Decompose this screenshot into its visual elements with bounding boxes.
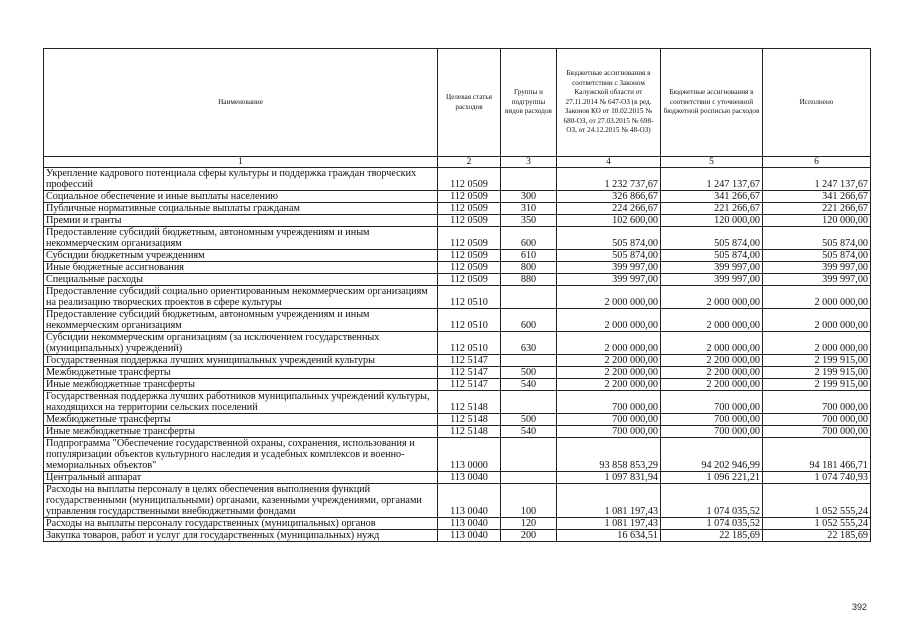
row-name: Укрепление кадрового потенциала сферы культуры и поддержка граждан творческих профессий: [44, 168, 438, 191]
row-code: 112 0509: [438, 168, 501, 191]
row-group: 300: [501, 191, 557, 203]
row-executed-amount: 94 181 466,71: [763, 438, 871, 472]
row-executed-amount: 399 997,00: [763, 274, 871, 286]
row-code: 112 0509: [438, 215, 501, 227]
header-executed: Исполнено: [763, 49, 871, 157]
table-row: [44, 309, 871, 332]
row-name: Предоставление субсидий социально ориентированным некоммерческим организациям на реализацию творческих проектов в сфере культуры: [44, 286, 438, 309]
row-group: 600: [501, 227, 557, 250]
row-code: 113 0000: [438, 438, 501, 472]
row-group: 100: [501, 484, 557, 518]
row-law-amount: 326 866,67: [557, 191, 661, 203]
table-row: [44, 355, 871, 367]
column-number: 6: [763, 157, 871, 168]
header-row: [44, 49, 871, 157]
column-number: 2: [438, 157, 501, 168]
table-row: [44, 274, 871, 286]
row-law-amount: 2 000 000,00: [557, 332, 661, 355]
row-law-amount: 700 000,00: [557, 426, 661, 438]
row-name: Публичные нормативные социальные выплаты гражданам: [44, 203, 438, 215]
row-name: Межбюджетные трансферты: [44, 367, 438, 379]
row-law-amount: 505 874,00: [557, 227, 661, 250]
header-group: Группы и подгруппы видов расходов: [501, 49, 557, 157]
table-row: [44, 472, 871, 484]
row-group: 310: [501, 203, 557, 215]
row-code: 112 0509: [438, 227, 501, 250]
row-code: 112 5148: [438, 414, 501, 426]
table-row: [44, 391, 871, 414]
row-law-amount: 2 200 000,00: [557, 379, 661, 391]
row-law-amount: 1 081 197,43: [557, 518, 661, 530]
row-law-amount: 2 200 000,00: [557, 355, 661, 367]
row-refined-amount: 700 000,00: [661, 391, 763, 414]
column-number-row: [44, 157, 871, 168]
row-code: 112 5147: [438, 367, 501, 379]
row-refined-amount: 2 200 000,00: [661, 355, 763, 367]
row-group: 800: [501, 262, 557, 274]
row-code: 112 5148: [438, 391, 501, 414]
row-code: 112 0510: [438, 286, 501, 309]
row-refined-amount: 120 000,00: [661, 215, 763, 227]
row-code: 113 0040: [438, 518, 501, 530]
row-law-amount: 16 634,51: [557, 530, 661, 542]
row-name: Предоставление субсидий бюджетным, автономным учреждениям и иным некоммерческим организациям: [44, 309, 438, 332]
row-law-amount: 102 600,00: [557, 215, 661, 227]
row-name: Иные бюджетные ассигнования: [44, 262, 438, 274]
row-code: 113 0040: [438, 484, 501, 518]
row-name: Субсидии некоммерческим организациям (за исключением государственных (муниципальных) учреждений): [44, 332, 438, 355]
row-executed-amount: 2 199 915,00: [763, 379, 871, 391]
row-code: 112 5148: [438, 426, 501, 438]
row-executed-amount: 22 185,69: [763, 530, 871, 542]
row-group: 200: [501, 530, 557, 542]
header-code: Целевая статья расходов: [438, 49, 501, 157]
row-group: [501, 168, 557, 191]
row-executed-amount: 2 000 000,00: [763, 286, 871, 309]
row-law-amount: 700 000,00: [557, 414, 661, 426]
row-executed-amount: 2 000 000,00: [763, 332, 871, 355]
row-executed-amount: 120 000,00: [763, 215, 871, 227]
row-group: [501, 391, 557, 414]
row-name: Иные межбюджетные трансферты: [44, 379, 438, 391]
row-name: Центральный аппарат: [44, 472, 438, 484]
row-group: 600: [501, 309, 557, 332]
row-group: 630: [501, 332, 557, 355]
row-group: 540: [501, 426, 557, 438]
table-body: [44, 168, 871, 542]
row-law-amount: 1 097 831,94: [557, 472, 661, 484]
table-row: [44, 262, 871, 274]
table-row: [44, 530, 871, 542]
row-group: [501, 286, 557, 309]
row-name: Закупка товаров, работ и услуг для государственных (муниципальных) нужд: [44, 530, 438, 542]
row-group: [501, 355, 557, 367]
row-law-amount: 1 232 737,67: [557, 168, 661, 191]
table-row: [44, 250, 871, 262]
row-executed-amount: 341 266,67: [763, 191, 871, 203]
table-row: [44, 332, 871, 355]
header-law: Бюджетные ассигнования в соответствии с Законом Калужской области от 27.11.2014 № 647-ОЗ (в ред. Законов КО от 10.02.2015 № 680-ОЗ, от 27.03.2015 № 698-ОЗ, от 24.12.2015 № 48-ОЗ): [557, 49, 661, 157]
table-row: [44, 191, 871, 203]
row-code: 112 0509: [438, 262, 501, 274]
row-refined-amount: 2 000 000,00: [661, 309, 763, 332]
table-row: [44, 227, 871, 250]
row-refined-amount: 1 247 137,67: [661, 168, 763, 191]
row-name: Премии и гранты: [44, 215, 438, 227]
table-row: [44, 286, 871, 309]
row-name: Расходы на выплаты персоналу в целях обеспечения выполнения функций государственными (муниципальными) органами, казенными учреждениями, органами управления государственными внебюджетными фондами: [44, 484, 438, 518]
row-code: 112 5147: [438, 379, 501, 391]
row-executed-amount: 399 997,00: [763, 262, 871, 274]
column-number: 3: [501, 157, 557, 168]
row-code: 112 0509: [438, 250, 501, 262]
row-law-amount: 224 266,67: [557, 203, 661, 215]
row-executed-amount: 2 199 915,00: [763, 367, 871, 379]
row-refined-amount: 1 074 035,52: [661, 518, 763, 530]
row-executed-amount: 505 874,00: [763, 250, 871, 262]
row-group: 540: [501, 379, 557, 391]
row-name: Межбюджетные трансферты: [44, 414, 438, 426]
row-law-amount: 1 081 197,43: [557, 484, 661, 518]
row-name: Государственная поддержка лучших муниципальных учреждений культуры: [44, 355, 438, 367]
row-law-amount: 93 858 853,29: [557, 438, 661, 472]
budget-table: [43, 48, 871, 542]
row-executed-amount: 1 052 555,24: [763, 484, 871, 518]
row-executed-amount: 700 000,00: [763, 414, 871, 426]
row-refined-amount: 505 874,00: [661, 227, 763, 250]
row-group: 120: [501, 518, 557, 530]
row-refined-amount: 399 997,00: [661, 274, 763, 286]
row-name: Предоставление субсидий бюджетным, автономным учреждениям и иным некоммерческим организациям: [44, 227, 438, 250]
row-refined-amount: 399 997,00: [661, 262, 763, 274]
row-law-amount: 2 000 000,00: [557, 309, 661, 332]
header-refined: Бюджетные ассигнования в соответствии с уточненной бюджетной росписью расходов: [661, 49, 763, 157]
row-law-amount: 700 000,00: [557, 391, 661, 414]
row-code: 112 0509: [438, 191, 501, 203]
row-refined-amount: 505 874,00: [661, 250, 763, 262]
row-code: 112 0509: [438, 274, 501, 286]
row-code: 113 0040: [438, 530, 501, 542]
row-executed-amount: 221 266,67: [763, 203, 871, 215]
table-row: [44, 438, 871, 472]
row-refined-amount: 700 000,00: [661, 414, 763, 426]
row-refined-amount: 2 000 000,00: [661, 332, 763, 355]
row-refined-amount: 22 185,69: [661, 530, 763, 542]
row-refined-amount: 2 200 000,00: [661, 367, 763, 379]
row-refined-amount: 700 000,00: [661, 426, 763, 438]
header-name: Наименование: [44, 49, 438, 157]
table-row: [44, 484, 871, 518]
row-group: 350: [501, 215, 557, 227]
row-code: 112 0510: [438, 309, 501, 332]
row-executed-amount: 1 052 555,24: [763, 518, 871, 530]
row-name: Специальные расходы: [44, 274, 438, 286]
row-executed-amount: 505 874,00: [763, 227, 871, 250]
row-refined-amount: 341 266,67: [661, 191, 763, 203]
row-refined-amount: 1 074 035,52: [661, 484, 763, 518]
table-row: [44, 203, 871, 215]
row-code: 112 0509: [438, 203, 501, 215]
row-group: 610: [501, 250, 557, 262]
budget-sheet: [43, 48, 871, 542]
row-executed-amount: 2 199 915,00: [763, 355, 871, 367]
row-executed-amount: 700 000,00: [763, 426, 871, 438]
table-row: [44, 518, 871, 530]
row-group: [501, 438, 557, 472]
row-name: Субсидии бюджетным учреждениям: [44, 250, 438, 262]
table-row: [44, 426, 871, 438]
row-law-amount: 2 000 000,00: [557, 286, 661, 309]
row-code: 113 0040: [438, 472, 501, 484]
column-number: 4: [557, 157, 661, 168]
row-refined-amount: 2 200 000,00: [661, 379, 763, 391]
row-code: 112 5147: [438, 355, 501, 367]
row-executed-amount: 2 000 000,00: [763, 309, 871, 332]
page-number: 392: [851, 602, 867, 612]
column-number: 5: [661, 157, 763, 168]
row-law-amount: 505 874,00: [557, 250, 661, 262]
row-group: 500: [501, 414, 557, 426]
row-law-amount: 399 997,00: [557, 262, 661, 274]
table-row: [44, 414, 871, 426]
row-name: Социальное обеспечение и иные выплаты населению: [44, 191, 438, 203]
table-row: [44, 215, 871, 227]
row-group: [501, 472, 557, 484]
row-executed-amount: 1 247 137,67: [763, 168, 871, 191]
row-law-amount: 399 997,00: [557, 274, 661, 286]
row-name: Иные межбюджетные трансферты: [44, 426, 438, 438]
table-row: [44, 168, 871, 191]
row-refined-amount: 1 096 221,21: [661, 472, 763, 484]
row-refined-amount: 2 000 000,00: [661, 286, 763, 309]
table-row: [44, 367, 871, 379]
row-law-amount: 2 200 000,00: [557, 367, 661, 379]
row-code: 112 0510: [438, 332, 501, 355]
row-executed-amount: 700 000,00: [763, 391, 871, 414]
row-name: Государственная поддержка лучших работников муниципальных учреждений культуры, находящихся на территории сельских поселений: [44, 391, 438, 414]
row-refined-amount: 94 202 946,99: [661, 438, 763, 472]
row-group: 880: [501, 274, 557, 286]
column-number: 1: [44, 157, 438, 168]
row-name: Подпрограмма "Обеспечение государственной охраны, сохранения, использования и популяризации объектов культурного наследия и усадебных комплексов и военно-мемориальных объектов": [44, 438, 438, 472]
row-name: Расходы на выплаты персоналу государственных (муниципальных) органов: [44, 518, 438, 530]
row-refined-amount: 221 266,67: [661, 203, 763, 215]
row-executed-amount: 1 074 740,93: [763, 472, 871, 484]
table-row: [44, 379, 871, 391]
row-group: 500: [501, 367, 557, 379]
